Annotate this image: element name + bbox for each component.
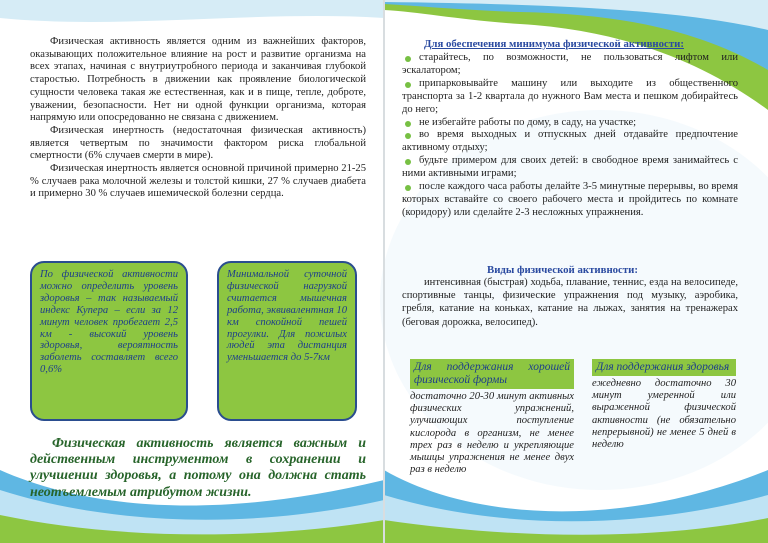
- activity-types-text: интенсивная (быстрая) ходьба, плавание, теннис, езда на велосипеде, спортивные танцы, физические упражнения под музыку, аэробика, гребля, катание на коньках, катание на лыжах, занятия на тренажерах (беговая дорожка, велосипед).: [402, 277, 738, 328]
- left-intro-text: [30, 36, 366, 201]
- cooper-index-box: По физической активности можно определить уровень здоровья – так называемый индекс Купера – если за 12 минут человек пробегает 2,5 км - высокий уровень здоровья, вероятность заболеть составляет всего 0,6%: [30, 261, 188, 421]
- list-item: припарковывайте машину или выходите из общественного транспорта за 1-2 квартала до нужного Вам места и пешком добирайтесь до него;: [402, 77, 738, 115]
- tips-list: [402, 52, 738, 220]
- list-item: не избегайте работы по дому, в саду, на участке;: [402, 117, 738, 130]
- health-box-body: ежедневно достаточно 30 минут умеренной или выраженной физической активности (не обязательно непрерывной) не менее 5 дней в неделю: [592, 378, 736, 451]
- left-paragraph: Физическая инертность является основной причиной примерно 21-25 % случаев рака молочной железы и толстой кишки, 27 % случаев диабета и примерно 30 % случаев ишемической болезни сердца.: [30, 163, 366, 200]
- left-paragraph: Физическая инертность (недостаточная физическая активность) является четвертым по значимости фактором риска глобальной смертности (6% случаев смерти в мире).: [30, 124, 366, 162]
- fitness-box-body: достаточно 20-30 минут активных физических упражнений, улучшающих поступление кислорода в организм, не менее трех раз в неделю и укрепляющие мышцы упражнения не менее двух раз в неделю: [410, 391, 574, 476]
- list-item: будьте примером для своих детей: в свободное время занимайтесь с ними активными играми;: [402, 155, 738, 180]
- list-item: старайтесь, по возможности, не пользоваться лифтом или эскалатором;: [402, 52, 738, 76]
- activity-types-heading: Виды физической активности:: [487, 264, 638, 276]
- fitness-box: [410, 359, 574, 476]
- fitness-box-heading: Для поддержания хорошей физической формы: [410, 359, 574, 389]
- left-paragraph: Физическая активность является одним из важнейших факторов, оказывающих положительное влияние на рост и развитие организма на всех этапах, начиная с внутриутробного периода и заканчивая глубокой старостью. Потребность в движении как проявление биологической сущности человека такая же естественная, как и в пище, тепле, доброте, уважении, безопасности. Нет ни одной функции организма, которая напрямую или опосредованно не связана с движением.: [30, 36, 366, 124]
- slogan-text: Физическая активность является важным и действенным инструментом в сохранении и улучшении здоровья, а потому она должна стать неотъемлемым атрибутом жизни.: [30, 436, 366, 500]
- slogan: [30, 436, 366, 501]
- tips-heading: Для обеспечения минимума физической активности:: [424, 38, 684, 50]
- daily-load-box: Минимальной суточной физической нагрузкой считается мышечная работа, эквивалентная 10 км спокойной пешей прогулки. Для пожилых людей эта дистанция уменьшается до 5-7км: [217, 261, 357, 421]
- health-box: [592, 359, 736, 451]
- list-item: во время выходных и отпускных дней отдавайте предпочтение активному отдыху;: [402, 129, 738, 154]
- list-item: после каждого часа работы делайте 3-5 минутные перерывы, во время которых вставайте со своего рабочего места и пройдитесь по комнате (коридору) или сделайте 2-3 несложных упражнения.: [402, 181, 738, 218]
- health-box-heading: Для поддержания здоровья: [592, 359, 736, 376]
- left-top-wave: [0, 0, 384, 22]
- center-fold: [383, 0, 385, 543]
